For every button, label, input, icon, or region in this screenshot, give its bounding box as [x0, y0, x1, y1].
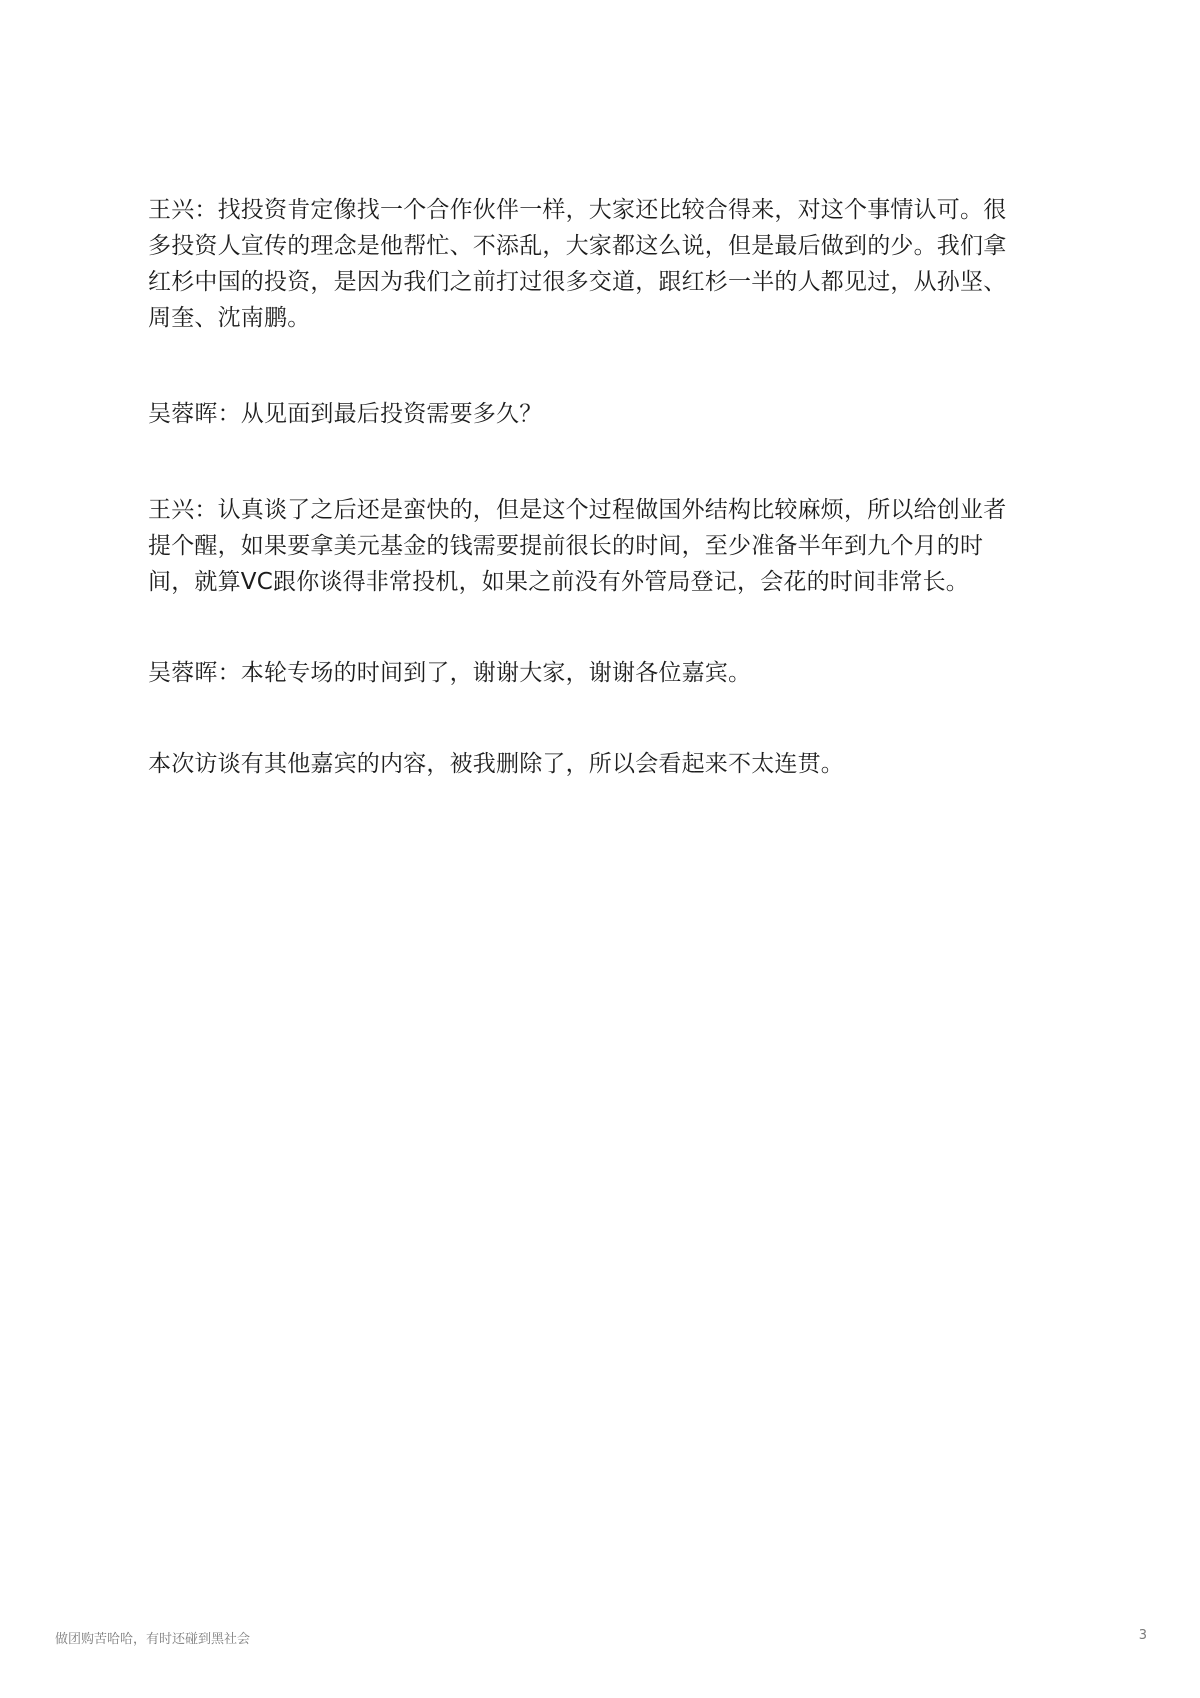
- paragraph-line: 间，就算VC跟你谈得非常投机，如果之前没有外管局登记，会花的时间非常长。: [148, 569, 969, 595]
- paragraph-line: 王兴：认真谈了之后还是蛮快的，但是这个过程做国外结构比较麻烦，所以给创业者: [148, 497, 1007, 523]
- paragraph-wang-xing-answer: [148, 492, 1058, 600]
- page-number: 3: [1138, 1628, 1147, 1643]
- paragraph-line: 吴蓉晖：从见面到最后投资需要多久？: [148, 401, 543, 427]
- paragraph-line: 王兴：找投资肯定像找一个合作伙伴一样，大家还比较合得来，对这个事情认可。很: [148, 197, 1007, 223]
- paragraph-wang-xing-investment: [148, 192, 1058, 336]
- paragraph-line: 本次访谈有其他嘉宾的内容，被我删除了，所以会看起来不太连贯。: [148, 751, 844, 777]
- footer-caption: 做团购苦哈哈，有时还碰到黑社会: [55, 1632, 251, 1647]
- paragraph-editor-note: [148, 746, 1058, 782]
- paragraph-wu-ronghui-closing: [148, 655, 1058, 691]
- paragraph-line: 周奎、沈南鹏。: [148, 305, 311, 331]
- paragraph-line: 红杉中国的投资，是因为我们之前打过很多交道，跟红杉一半的人都见过，从孙坚、: [148, 269, 1007, 295]
- paragraph-spacer: [148, 336, 1058, 396]
- paragraph-spacer: [148, 432, 1058, 492]
- paragraph-spacer: [148, 691, 1058, 746]
- paragraph-line: 提个醒，如果要拿美元基金的钱需要提前很长的时间，至少准备半年到九个月的时: [148, 533, 984, 559]
- document-body: [148, 192, 1058, 782]
- paragraph-wu-ronghui-question: [148, 396, 1058, 432]
- paragraph-spacer: [148, 600, 1058, 655]
- paragraph-line: 多投资人宣传的理念是他帮忙、不添乱，大家都这么说，但是最后做到的少。我们拿: [148, 233, 1007, 259]
- paragraph-line: 吴蓉晖：本轮专场的时间到了，谢谢大家，谢谢各位嘉宾。: [148, 660, 752, 686]
